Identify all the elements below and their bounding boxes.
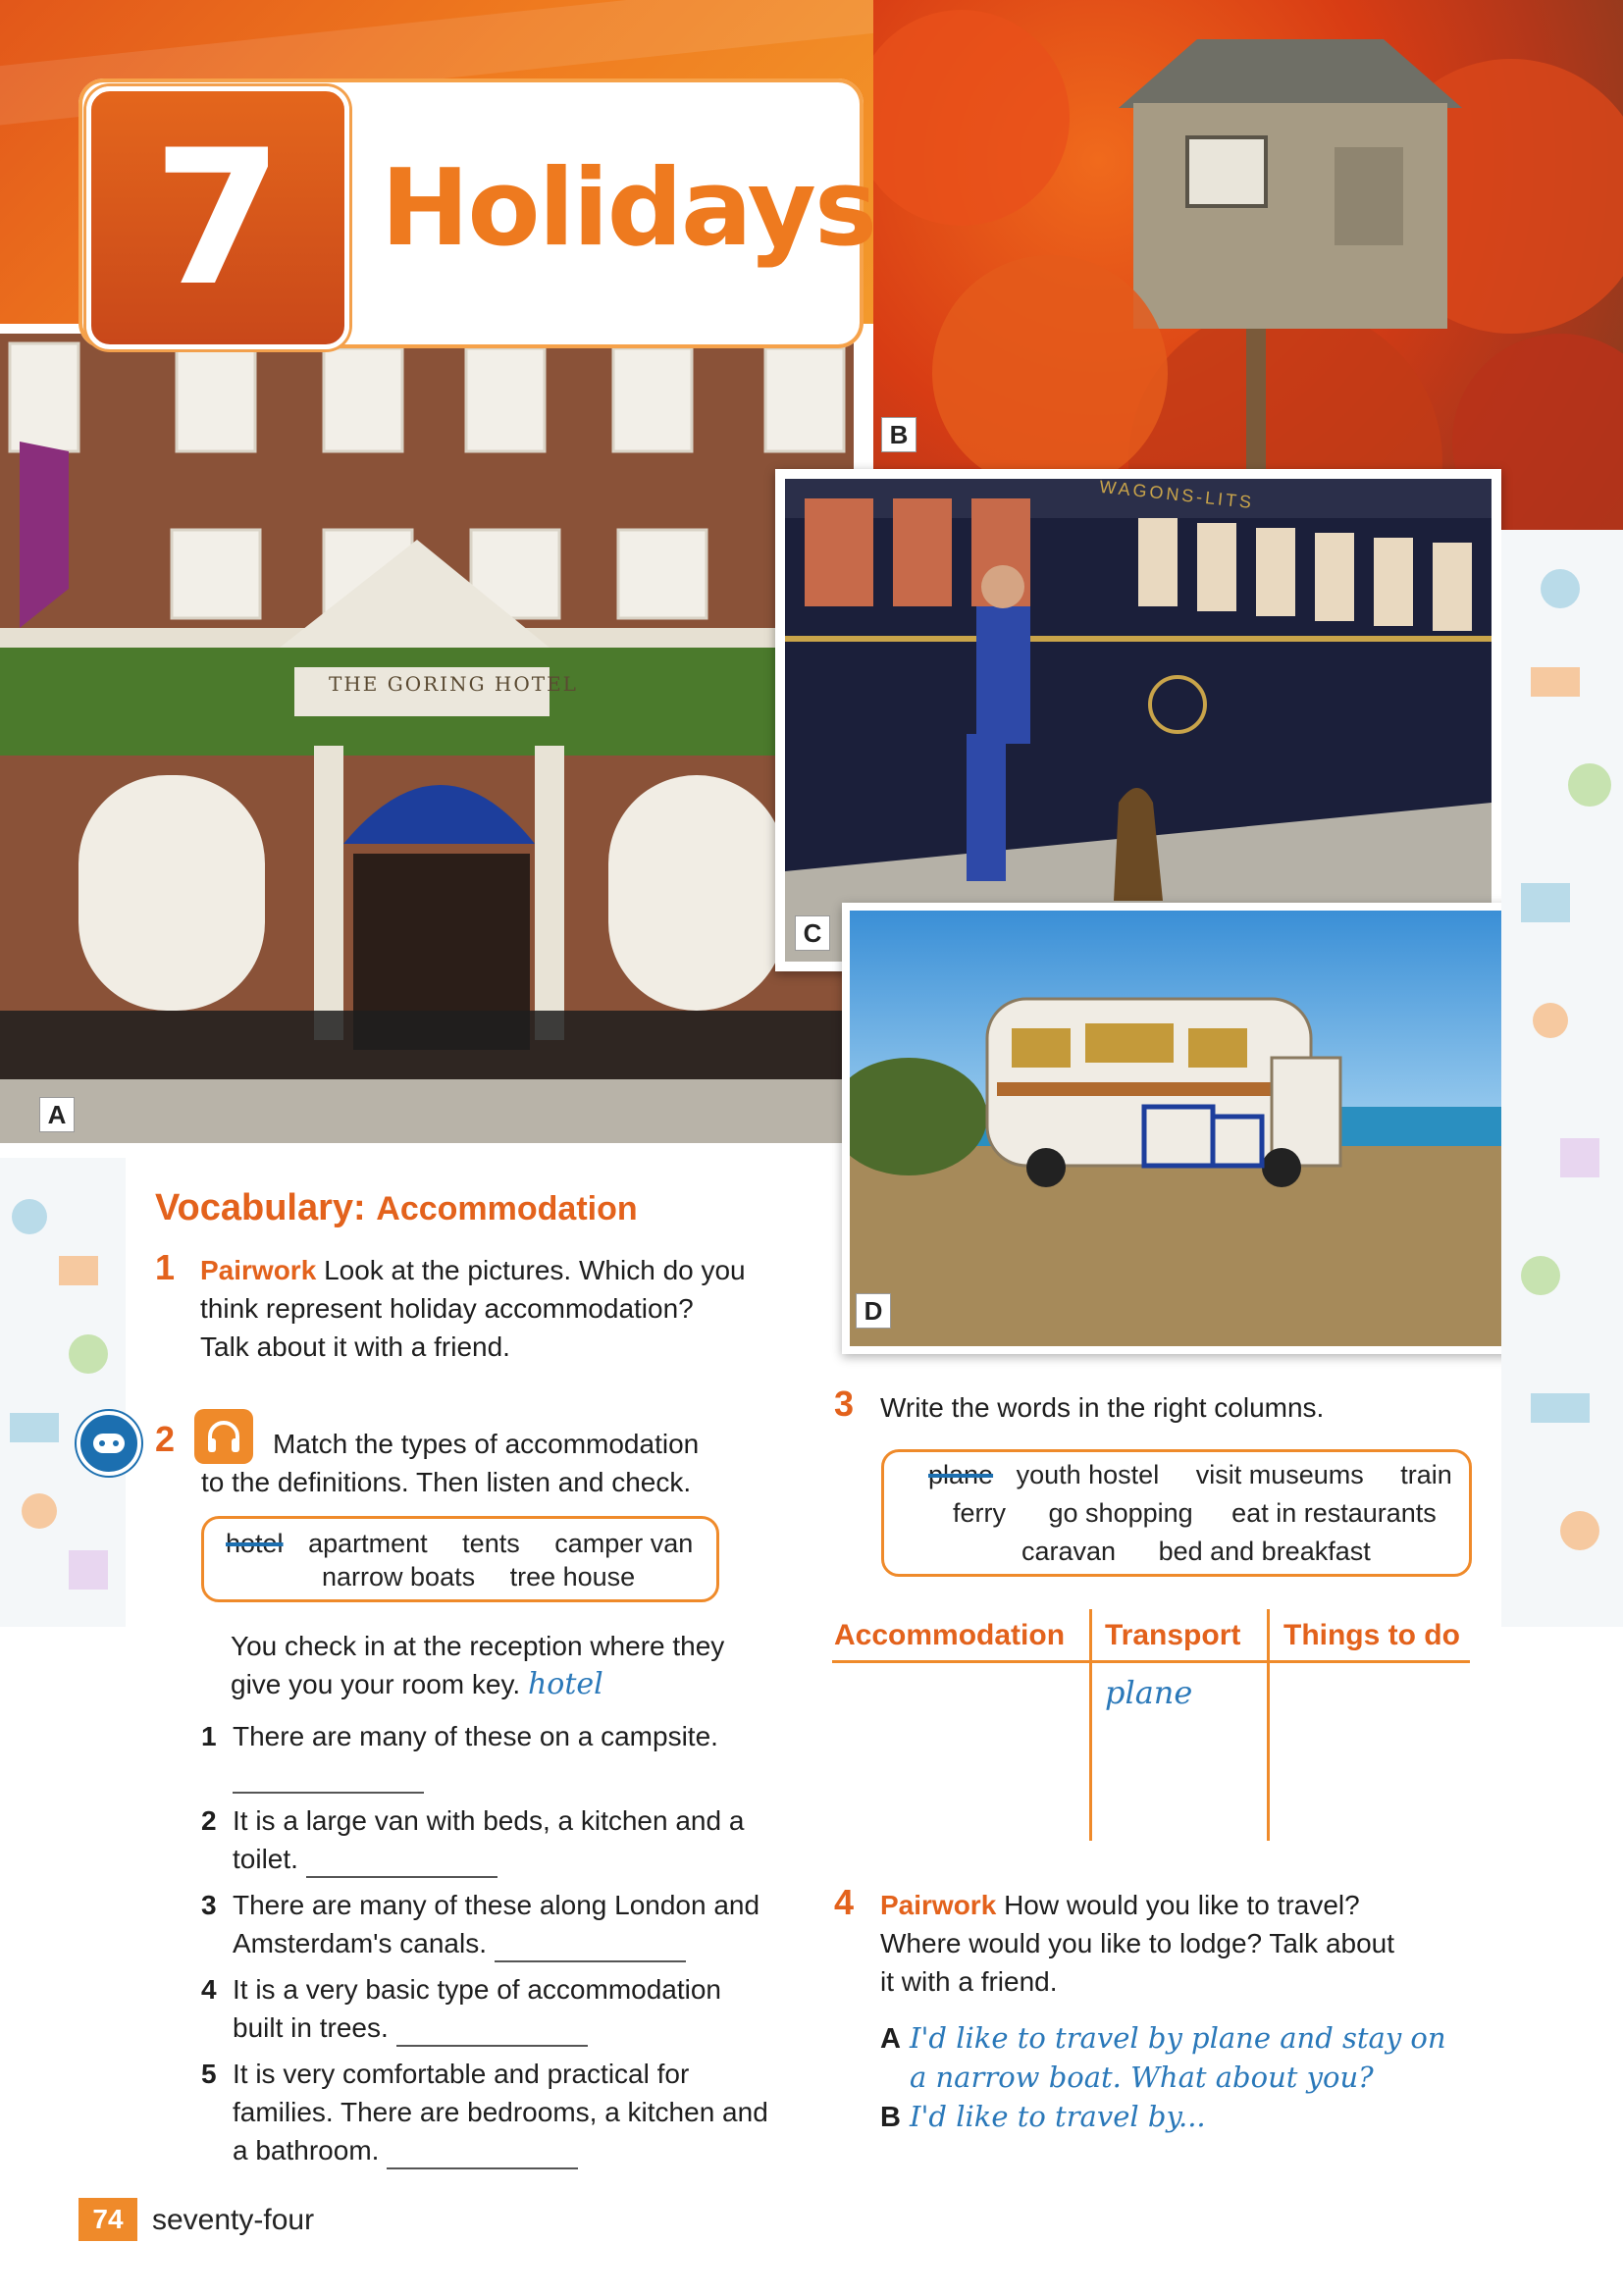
transport-example-answer: plane xyxy=(1105,1674,1193,1711)
photo-tree-house xyxy=(873,0,1623,535)
columns-table xyxy=(832,1609,1470,1845)
word-item: tree house xyxy=(509,1562,636,1592)
item-text: built in trees. xyxy=(233,2012,389,2043)
vocabulary-title: Vocabulary: xyxy=(155,1187,366,1228)
train-sign: WAGONS-LITS xyxy=(1098,476,1256,513)
table-header-rule xyxy=(832,1660,1470,1663)
answer-blank[interactable] xyxy=(387,2144,578,2169)
gamepad-icon xyxy=(92,1433,126,1454)
game-icon[interactable] xyxy=(77,1411,141,1476)
photo-label-d: D xyxy=(856,1293,891,1329)
photo-train xyxy=(775,469,1501,971)
page-number: 74 xyxy=(79,2198,137,2241)
column-header-transport: Transport xyxy=(1105,1619,1241,1651)
vocabulary-heading xyxy=(155,1187,638,1229)
instruction-text: think represent holiday accommodation? xyxy=(200,1293,694,1324)
instruction-text: Match the types of accommodation xyxy=(273,1429,700,1459)
dialogue-text: a narrow boat. What about you? xyxy=(910,2061,1374,2094)
photo-label-b: B xyxy=(881,417,916,452)
dialogue-line-a xyxy=(880,2019,1508,2059)
item-text: families. There are bedrooms, a kitchen and xyxy=(233,2097,768,2127)
photo-label-a: A xyxy=(39,1097,75,1132)
word-item: youth hostel xyxy=(1016,1460,1160,1489)
exercise-number: 3 xyxy=(834,1383,855,1424)
word-item: camper van xyxy=(554,1529,694,1558)
word-item: eat in restaurants xyxy=(1231,1498,1437,1528)
camper-van-illustration xyxy=(850,911,1529,1346)
item-number: 2 xyxy=(201,1805,217,1836)
exercise-number: 1 xyxy=(155,1247,176,1287)
vocabulary-subtitle: Accommodation xyxy=(376,1190,638,1227)
item-number: 1 xyxy=(201,1721,217,1751)
answer-blank[interactable] xyxy=(233,1768,424,1794)
word-item: visit museums xyxy=(1195,1460,1364,1489)
dialogue-line-a-cont xyxy=(910,2059,1508,2098)
dialogue-example xyxy=(880,2019,1508,2137)
photo-label-c: C xyxy=(795,915,830,951)
instruction-text: How would you like to travel? xyxy=(1004,1890,1360,1920)
list-item xyxy=(201,1886,829,1962)
answer-blank[interactable] xyxy=(306,1852,497,1878)
dialogue-line-b xyxy=(880,2098,1508,2137)
answer-blank[interactable] xyxy=(495,1937,686,1962)
hotel-illustration xyxy=(0,334,854,1143)
example-text: give you your room key. xyxy=(231,1669,521,1699)
word-item: caravan xyxy=(1021,1537,1117,1566)
word-item: ferry xyxy=(953,1498,1006,1528)
word-item: tents xyxy=(462,1529,520,1558)
word-box xyxy=(201,1516,719,1602)
list-item xyxy=(201,2055,829,2169)
answer-blank[interactable] xyxy=(396,2021,588,2047)
instruction-text: Talk about it with a friend. xyxy=(200,1331,510,1362)
exercise-2-items xyxy=(201,1717,829,2169)
pairwork-label: Pairwork xyxy=(880,1890,997,1920)
dialogue-text: I'd like to travel by plane and stay on xyxy=(910,2021,1446,2055)
tree-house-illustration xyxy=(873,0,1623,535)
exercise-2-example xyxy=(231,1627,839,1703)
column-header-things-to-do: Things to do xyxy=(1283,1619,1460,1651)
list-item xyxy=(201,1801,829,1878)
item-text: It is a large van with beds, a kitchen and a xyxy=(233,1805,745,1836)
photo-camper-van xyxy=(842,903,1537,1354)
word-item: train xyxy=(1400,1460,1452,1489)
instruction-text: Where would you like to lodge? Talk about xyxy=(880,1928,1395,1958)
exercise-number: 4 xyxy=(834,1882,855,1922)
item-number: 3 xyxy=(201,1890,217,1920)
word-item: apartment xyxy=(308,1529,428,1558)
instruction-text: it with a friend. xyxy=(880,1966,1058,1997)
hotel-sign: THE GORING HOTEL xyxy=(329,672,578,696)
list-item xyxy=(201,1970,829,2047)
decorative-pattern-right xyxy=(1501,530,1623,1627)
column-header-accommodation: Accommodation xyxy=(834,1619,1066,1651)
item-text: It is very comfortable and practical for xyxy=(233,2059,690,2089)
decorative-pattern-left xyxy=(0,1158,126,1627)
page-number-words: seventy-four xyxy=(152,2204,315,2236)
item-text: It is a very basic type of accommodation xyxy=(233,1974,721,2005)
word-item: narrow boats xyxy=(322,1562,476,1592)
column-divider xyxy=(1089,1609,1092,1841)
word-item: go shopping xyxy=(1048,1498,1193,1528)
travel-icons-pattern xyxy=(1501,530,1623,1627)
photo-hotel xyxy=(0,334,854,1143)
word-item-crossed: plane xyxy=(928,1460,994,1489)
example-text: You check in at the reception where they xyxy=(231,1631,725,1661)
speaker-label: B xyxy=(880,2102,901,2133)
item-text: There are many of these along London and xyxy=(233,1890,760,1920)
list-item xyxy=(201,1717,829,1794)
item-text: Amsterdam's canals. xyxy=(233,1928,487,1958)
item-number: 4 xyxy=(201,1974,217,2005)
word-item: bed and breakfast xyxy=(1158,1537,1371,1566)
instruction-text: Look at the pictures. Which do you xyxy=(324,1255,746,1285)
item-text: toilet. xyxy=(233,1844,298,1874)
exercise-2-instruction xyxy=(201,1425,810,1501)
exercise-3-instruction: Write the words in the right columns. xyxy=(880,1392,1325,1423)
column-divider xyxy=(1267,1609,1270,1841)
exercise-1 xyxy=(155,1247,832,1366)
unit-title: Holidays xyxy=(381,147,876,270)
instruction-text: to the definitions. Then listen and check. xyxy=(201,1467,692,1497)
travel-icons-pattern xyxy=(0,1158,126,1627)
dialogue-text: I'd like to travel by... xyxy=(910,2100,1206,2133)
word-item-crossed: hotel xyxy=(226,1529,284,1558)
item-text: There are many of these on a campsite. xyxy=(233,1721,718,1751)
unit-number: 7 xyxy=(86,86,349,349)
word-box xyxy=(881,1449,1472,1577)
item-number: 5 xyxy=(201,2059,217,2089)
exercise-4-instruction xyxy=(880,1886,1508,2001)
speaker-label: A xyxy=(880,2023,901,2055)
example-answer: hotel xyxy=(527,1667,603,1701)
pairwork-label: Pairwork xyxy=(200,1255,317,1285)
item-text: a bathroom. xyxy=(233,2135,380,2166)
train-illustration xyxy=(785,476,1492,962)
exercise-number: 2 xyxy=(155,1419,176,1459)
